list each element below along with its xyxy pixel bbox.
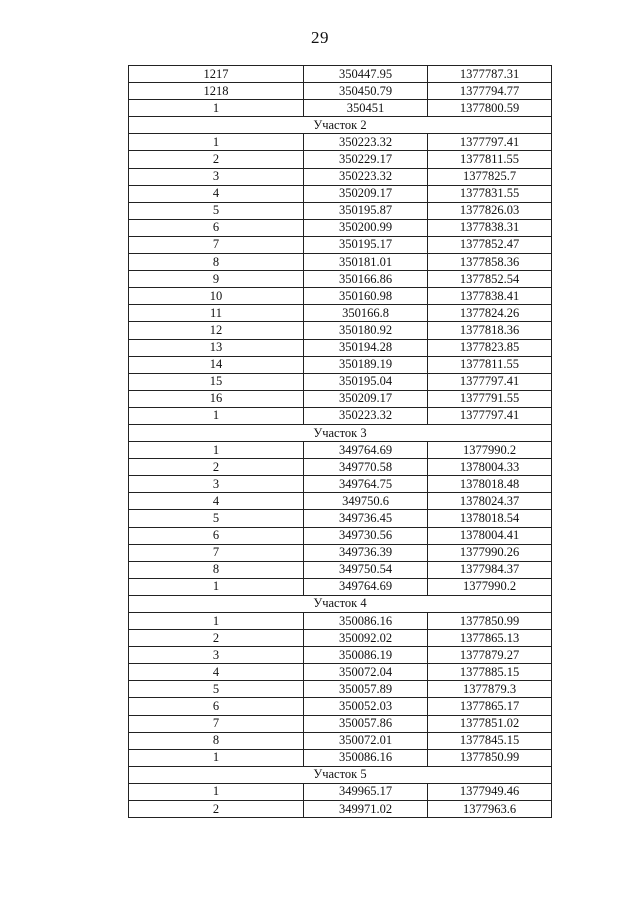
table-row <box>129 732 552 749</box>
table-row <box>129 151 552 168</box>
y-coordinate-cell: 1377823.85 <box>428 339 552 356</box>
y-coordinate-cell: 1377838.31 <box>428 219 552 236</box>
y-coordinate-cell: 1378024.37 <box>428 493 552 510</box>
y-coordinate-cell: 1378004.33 <box>428 459 552 476</box>
table-row <box>129 66 552 83</box>
table-row <box>129 442 552 459</box>
y-coordinate-cell: 1377852.47 <box>428 236 552 253</box>
x-coordinate-cell: 350223.32 <box>304 407 428 424</box>
point-number-cell: 7 <box>129 236 304 253</box>
y-coordinate-cell: 1377879.27 <box>428 647 552 664</box>
table-row <box>129 647 552 664</box>
section-header-row <box>129 117 552 134</box>
table-row <box>129 356 552 373</box>
point-number-cell: 8 <box>129 254 304 271</box>
table-row <box>129 185 552 202</box>
x-coordinate-cell: 350086.16 <box>304 613 428 630</box>
y-coordinate-cell: 1377787.31 <box>428 66 552 83</box>
point-number-cell: 3 <box>129 168 304 185</box>
x-coordinate-cell: 350072.04 <box>304 664 428 681</box>
point-number-cell: 8 <box>129 732 304 749</box>
y-coordinate-cell: 1377984.37 <box>428 561 552 578</box>
point-number-cell: 4 <box>129 493 304 510</box>
x-coordinate-cell: 350189.19 <box>304 356 428 373</box>
y-coordinate-cell: 1377990.2 <box>428 442 552 459</box>
y-coordinate-cell: 1377851.02 <box>428 715 552 732</box>
table-row <box>129 339 552 356</box>
table-row <box>129 271 552 288</box>
table-row <box>129 202 552 219</box>
point-number-cell: 1 <box>129 100 304 117</box>
point-number-cell: 3 <box>129 476 304 493</box>
point-number-cell: 3 <box>129 647 304 664</box>
point-number-cell: 13 <box>129 339 304 356</box>
table-row <box>129 783 552 800</box>
y-coordinate-cell: 1377825.7 <box>428 168 552 185</box>
y-coordinate-cell: 1377826.03 <box>428 202 552 219</box>
x-coordinate-cell: 349764.69 <box>304 578 428 595</box>
x-coordinate-cell: 350229.17 <box>304 151 428 168</box>
y-coordinate-cell: 1377800.59 <box>428 100 552 117</box>
point-number-cell: 4 <box>129 185 304 202</box>
x-coordinate-cell: 350166.8 <box>304 305 428 322</box>
section-header-row <box>129 595 552 612</box>
y-coordinate-cell: 1377990.26 <box>428 544 552 561</box>
point-number-cell: 6 <box>129 698 304 715</box>
x-coordinate-cell: 350052.03 <box>304 698 428 715</box>
point-number-cell: 7 <box>129 715 304 732</box>
point-number-cell: 1 <box>129 407 304 424</box>
y-coordinate-cell: 1378004.41 <box>428 527 552 544</box>
x-coordinate-cell: 349971.02 <box>304 801 428 818</box>
table-row <box>129 749 552 766</box>
y-coordinate-cell: 1377831.55 <box>428 185 552 202</box>
point-number-cell: 6 <box>129 527 304 544</box>
section-title: Участок 4 <box>129 595 552 612</box>
x-coordinate-cell: 350195.04 <box>304 373 428 390</box>
table-row <box>129 613 552 630</box>
x-coordinate-cell: 350451 <box>304 100 428 117</box>
x-coordinate-cell: 350086.16 <box>304 749 428 766</box>
point-number-cell: 1 <box>129 578 304 595</box>
x-coordinate-cell: 350209.17 <box>304 390 428 407</box>
y-coordinate-cell: 1377797.41 <box>428 373 552 390</box>
y-coordinate-cell: 1377818.36 <box>428 322 552 339</box>
x-coordinate-cell: 349750.6 <box>304 493 428 510</box>
point-number-cell: 11 <box>129 305 304 322</box>
point-number-cell: 1217 <box>129 66 304 83</box>
point-number-cell: 16 <box>129 390 304 407</box>
section-header-row <box>129 766 552 783</box>
table-row <box>129 493 552 510</box>
section-title: Участок 3 <box>129 424 552 441</box>
table-row <box>129 373 552 390</box>
x-coordinate-cell: 349730.56 <box>304 527 428 544</box>
point-number-cell: 2 <box>129 151 304 168</box>
table-row <box>129 630 552 647</box>
y-coordinate-cell: 1377797.41 <box>428 407 552 424</box>
y-coordinate-cell: 1377949.46 <box>428 783 552 800</box>
x-coordinate-cell: 350181.01 <box>304 254 428 271</box>
table-row <box>129 100 552 117</box>
point-number-cell: 2 <box>129 630 304 647</box>
x-coordinate-cell: 350195.17 <box>304 236 428 253</box>
table-row <box>129 288 552 305</box>
x-coordinate-cell: 350086.19 <box>304 647 428 664</box>
point-number-cell: 5 <box>129 510 304 527</box>
table-row <box>129 561 552 578</box>
point-number-cell: 6 <box>129 219 304 236</box>
table-row <box>129 236 552 253</box>
coordinates-table <box>128 65 552 818</box>
point-number-cell: 1218 <box>129 83 304 100</box>
y-coordinate-cell: 1377850.99 <box>428 613 552 630</box>
y-coordinate-cell: 1377838.41 <box>428 288 552 305</box>
point-number-cell: 1 <box>129 134 304 151</box>
x-coordinate-cell: 349770.58 <box>304 459 428 476</box>
x-coordinate-cell: 350195.87 <box>304 202 428 219</box>
point-number-cell: 10 <box>129 288 304 305</box>
x-coordinate-cell: 349750.54 <box>304 561 428 578</box>
y-coordinate-cell: 1377811.55 <box>428 151 552 168</box>
table-row <box>129 168 552 185</box>
table-row <box>129 476 552 493</box>
x-coordinate-cell: 350200.99 <box>304 219 428 236</box>
page-number: 29 <box>311 28 329 47</box>
table-row <box>129 527 552 544</box>
point-number-cell: 8 <box>129 561 304 578</box>
y-coordinate-cell: 1377811.55 <box>428 356 552 373</box>
coordinates-table-body <box>129 66 552 818</box>
table-row <box>129 715 552 732</box>
point-number-cell: 2 <box>129 801 304 818</box>
x-coordinate-cell: 350057.89 <box>304 681 428 698</box>
y-coordinate-cell: 1378018.54 <box>428 510 552 527</box>
point-number-cell: 2 <box>129 459 304 476</box>
point-number-cell: 7 <box>129 544 304 561</box>
x-coordinate-cell: 350194.28 <box>304 339 428 356</box>
x-coordinate-cell: 349736.45 <box>304 510 428 527</box>
table-row <box>129 390 552 407</box>
table-row <box>129 134 552 151</box>
table-row <box>129 322 552 339</box>
table-row <box>129 698 552 715</box>
x-coordinate-cell: 350057.86 <box>304 715 428 732</box>
y-coordinate-cell: 1377824.26 <box>428 305 552 322</box>
point-number-cell: 1 <box>129 783 304 800</box>
y-coordinate-cell: 1377794.77 <box>428 83 552 100</box>
section-title: Участок 2 <box>129 117 552 134</box>
point-number-cell: 4 <box>129 664 304 681</box>
x-coordinate-cell: 350180.92 <box>304 322 428 339</box>
x-coordinate-cell: 350450.79 <box>304 83 428 100</box>
y-coordinate-cell: 1377879.3 <box>428 681 552 698</box>
x-coordinate-cell: 349764.75 <box>304 476 428 493</box>
y-coordinate-cell: 1377845.15 <box>428 732 552 749</box>
x-coordinate-cell: 350072.01 <box>304 732 428 749</box>
y-coordinate-cell: 1377963.6 <box>428 801 552 818</box>
section-title: Участок 5 <box>129 766 552 783</box>
y-coordinate-cell: 1377852.54 <box>428 271 552 288</box>
point-number-cell: 15 <box>129 373 304 390</box>
point-number-cell: 14 <box>129 356 304 373</box>
x-coordinate-cell: 350447.95 <box>304 66 428 83</box>
table-row <box>129 305 552 322</box>
x-coordinate-cell: 349764.69 <box>304 442 428 459</box>
x-coordinate-cell: 350223.32 <box>304 134 428 151</box>
section-header-row <box>129 424 552 441</box>
point-number-cell: 1 <box>129 442 304 459</box>
y-coordinate-cell: 1377797.41 <box>428 134 552 151</box>
y-coordinate-cell: 1377858.36 <box>428 254 552 271</box>
table-row <box>129 510 552 527</box>
y-coordinate-cell: 1377791.55 <box>428 390 552 407</box>
table-row <box>129 407 552 424</box>
point-number-cell: 5 <box>129 202 304 219</box>
x-coordinate-cell: 350166.86 <box>304 271 428 288</box>
table-row <box>129 681 552 698</box>
y-coordinate-cell: 1377885.15 <box>428 664 552 681</box>
x-coordinate-cell: 350160.98 <box>304 288 428 305</box>
table-row <box>129 219 552 236</box>
y-coordinate-cell: 1377865.17 <box>428 698 552 715</box>
y-coordinate-cell: 1377850.99 <box>428 749 552 766</box>
point-number-cell: 12 <box>129 322 304 339</box>
y-coordinate-cell: 1378018.48 <box>428 476 552 493</box>
x-coordinate-cell: 350223.32 <box>304 168 428 185</box>
point-number-cell: 5 <box>129 681 304 698</box>
table-row <box>129 578 552 595</box>
y-coordinate-cell: 1377865.13 <box>428 630 552 647</box>
table-row <box>129 664 552 681</box>
table-row <box>129 459 552 476</box>
x-coordinate-cell: 350092.02 <box>304 630 428 647</box>
table-row <box>129 83 552 100</box>
table-row <box>129 254 552 271</box>
point-number-cell: 1 <box>129 613 304 630</box>
table-row <box>129 544 552 561</box>
table-row <box>129 801 552 818</box>
y-coordinate-cell: 1377990.2 <box>428 578 552 595</box>
x-coordinate-cell: 349965.17 <box>304 783 428 800</box>
x-coordinate-cell: 350209.17 <box>304 185 428 202</box>
point-number-cell: 1 <box>129 749 304 766</box>
x-coordinate-cell: 349736.39 <box>304 544 428 561</box>
point-number-cell: 9 <box>129 271 304 288</box>
